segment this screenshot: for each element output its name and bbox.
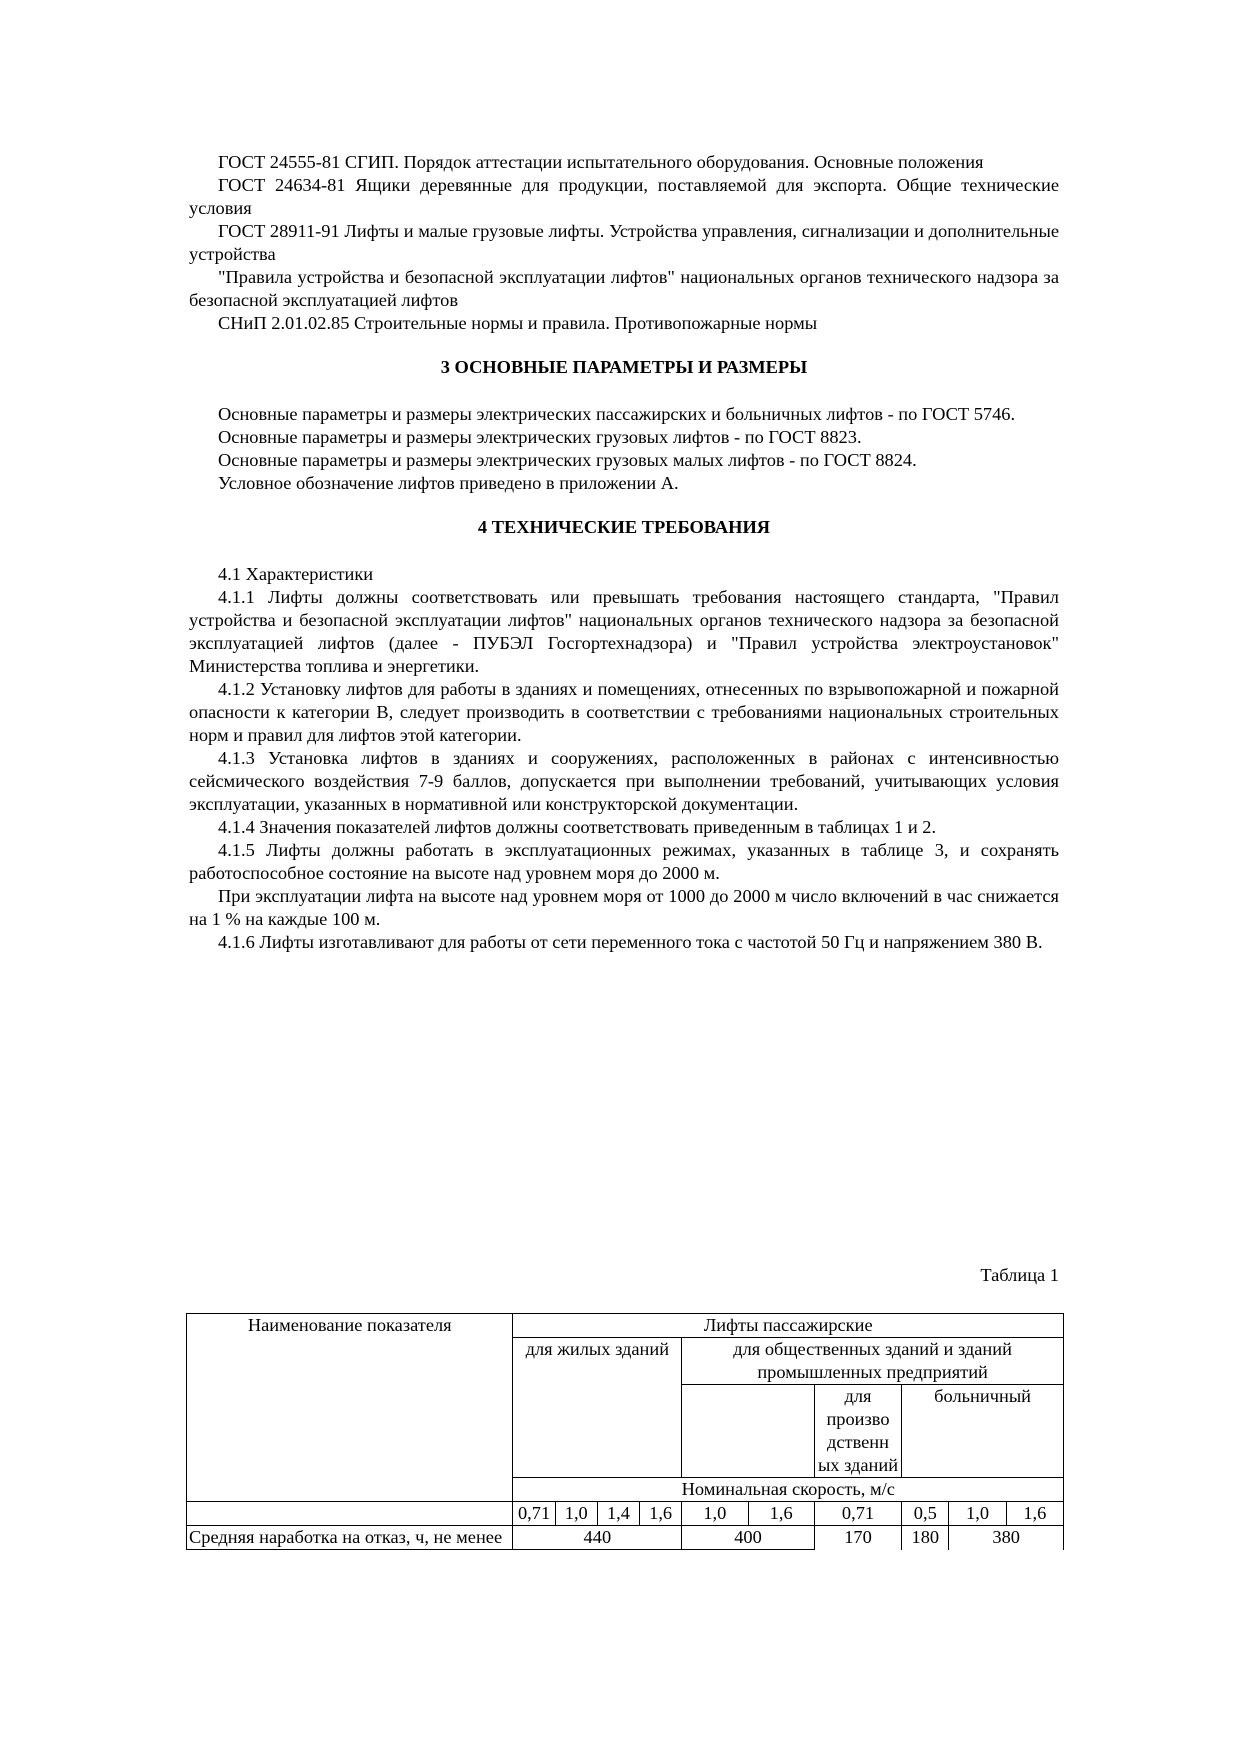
subheader-hospital: больничный — [902, 1385, 1064, 1478]
subheader-residential: для жилых зданий — [513, 1338, 682, 1478]
reference-line: СНиП 2.01.02.85 Строительные нормы и правила. Противопожарные нормы — [218, 313, 818, 333]
mtbf-hospital-rest: 380 — [949, 1526, 1064, 1550]
speed-value: 1,6 — [1006, 1502, 1063, 1526]
reference-line: "Правила устройства и безопасной эксплуатации лифтов" национальных органов технического надзора за безопасной эксплуатацией лифтов — [189, 267, 1059, 310]
speed-value: 1,0 — [949, 1502, 1006, 1526]
section-4-paragraph: 4.1.4 Значения показателей лифтов должны соответствовать приведенным в таблицах 1 и 2. — [218, 817, 937, 837]
section-3-paragraph: Основные параметры и размеры электрических грузовых малых лифтов - по ГОСТ 8824. — [218, 450, 917, 470]
section-4-paragraph: 4.1.5 Лифты должны работать в эксплуатационных режимах, указанных в таблице 3, и сохранять работоспособное состояние на высоте над уровнем моря до 2000 м. — [189, 840, 1059, 883]
section-3-paragraph: Основные параметры и размеры электрических пассажирских и больничных лифтов - по ГОСТ 5746. — [218, 404, 1016, 424]
mtbf-industrial: 170 — [814, 1526, 901, 1550]
speed-value: 1,0 — [682, 1502, 748, 1526]
section-4-paragraph: 4.1.1 Лифты должны соответствовать или превышать требования настоящего стандарта, "Правил устройства и безопасной эксплуатации лифтов" национальных органов технического надзора за безопасной эксплуатацией лифтов (далее - ПУБЭЛ Госгортехнадзора) и "Правил устройства электроустановок" Министерства топлива и энергетики. — [189, 587, 1059, 676]
table-1 — [186, 1313, 1064, 1550]
section-4-paragraph: 4.1 Характеристики — [218, 564, 374, 584]
speed-value: 1,6 — [748, 1502, 814, 1526]
group-header-passenger: Лифты пассажирские — [513, 1314, 1064, 1338]
mtbf-residential: 440 — [513, 1526, 682, 1550]
section-4-paragraph: 4.1.3 Установка лифтов в зданиях и сооружениях, расположенных в районах с интенсивностью сейсмического воздействия 7-9 баллов, допускается при выполнении требований, учитывающих условия эксплуатации, указанных в нормативной или конструкторской документации. — [189, 748, 1059, 814]
reference-line: ГОСТ 24634-81 Ящики деревянные для продукции, поставляемой для экспорта. Общие технические условия — [189, 175, 1059, 218]
mtbf-public: 400 — [682, 1526, 815, 1550]
section-3-heading: 3 ОСНОВНЫЕ ПАРАМЕТРЫ И РАЗМЕРЫ — [440, 357, 808, 377]
reference-line: ГОСТ 24555-81 СГИП. Порядок аттестации испытательного оборудования. Основные положения — [218, 152, 984, 172]
speed-header: Номинальная скорость, м/с — [513, 1478, 1064, 1502]
section-3-paragraph: Основные параметры и размеры электрических грузовых лифтов - по ГОСТ 8823. — [218, 427, 862, 447]
speed-value: 1,6 — [640, 1502, 682, 1526]
section-4-paragraph: При эксплуатации лифта на высоте над уровнем моря от 1000 до 2000 м число включений в час снижается на 1 % на каждые 100 м. — [189, 886, 1059, 929]
speed-value: 1,4 — [597, 1502, 639, 1526]
table-1-caption: Таблица 1 — [980, 1265, 1059, 1285]
section-3-paragraph: Условное обозначение лифтов приведено в приложении А. — [218, 473, 679, 493]
subheader-industrial: для произво дственн ых зданий — [814, 1385, 901, 1478]
subheader-public: для общественных зданий и зданий промышленных предприятий — [682, 1338, 1064, 1385]
table-row — [187, 1526, 1064, 1550]
speed-value: 0,71 — [513, 1502, 555, 1526]
reference-line: ГОСТ 28911-91 Лифты и малые грузовые лифты. Устройства управления, сигнализации и дополнительные устройства — [189, 221, 1059, 264]
indicator-column-header: Наименование показателя — [187, 1314, 513, 1502]
section-4-heading: 4 ТЕХНИЧЕСКИЕ ТРЕБОВАНИЯ — [477, 517, 771, 537]
row-label-mtbf: Средняя наработка на отказ, ч, не менее — [187, 1526, 513, 1550]
section-4-paragraph: 4.1.6 Лифты изготавливают для работы от сети переменного тока с частотой 50 Гц и напряжением 380 В. — [218, 932, 1043, 952]
section-4-paragraph: 4.1.2 Установку лифтов для работы в зданиях и помещениях, отнесенных по взрывопожарной и пожарной опасности к категории В, следует производить в соответствии с требованиями национальных строительных норм и правил для лифтов этой категории. — [189, 679, 1059, 745]
speed-value: 0,5 — [902, 1502, 949, 1526]
speed-value: 0,71 — [814, 1502, 901, 1526]
document-body — [189, 151, 1059, 954]
speed-value: 1,0 — [555, 1502, 597, 1526]
mtbf-hospital-05: 180 — [902, 1526, 949, 1550]
